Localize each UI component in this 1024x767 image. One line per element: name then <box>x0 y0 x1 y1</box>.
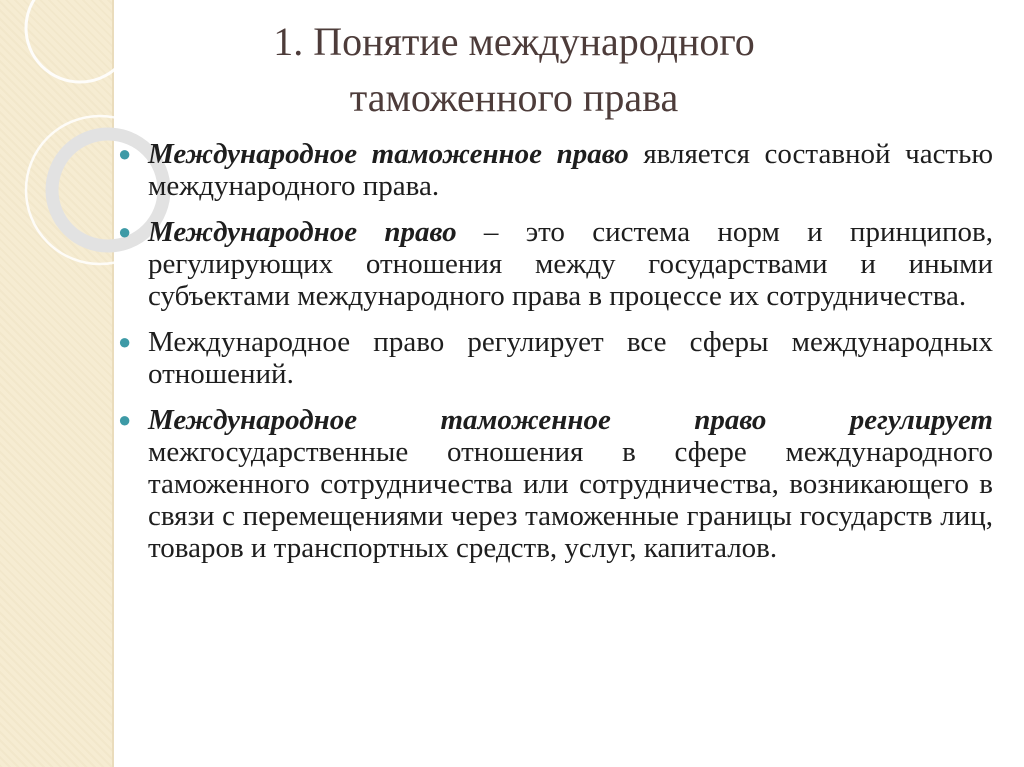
slide-title-line-2: таможенного права <box>349 75 679 120</box>
bullet-text: Международное право регулирует все сферы международных отношений. <box>148 326 993 390</box>
bullet-text: межгосударственные отношения в сфере международного таможенного сотрудничества или сотрудничества, возникающего в связи с перемещениями через таможенные границы государств лиц, товаров и транспортных средств, услуг, капиталов. <box>148 436 993 564</box>
bullet-marker-icon: ● <box>118 329 132 354</box>
bullet-emphasis: Международное таможенное право <box>148 138 629 170</box>
bullet-item <box>118 326 993 390</box>
bullet-item <box>118 216 993 312</box>
bullet-text: – это система норм и принципов, регулирующих отношения между государствами и иными субъектами международного права в процессе их сотрудничества. <box>148 216 993 312</box>
slide-title-line-1: 1. Понятие международного <box>273 19 755 64</box>
bullet-list <box>118 138 993 578</box>
bullet-marker-icon: ● <box>118 141 132 166</box>
slide-title <box>150 14 878 126</box>
bullet-item <box>118 138 993 202</box>
bullet-item <box>118 404 993 564</box>
bullet-marker-icon: ● <box>118 219 132 244</box>
bullet-emphasis: Международное право <box>148 216 457 248</box>
bullet-text: является составной частью международного права. <box>148 138 993 202</box>
bullet-emphasis: Международное таможенное право регулирует <box>148 404 993 436</box>
bullet-marker-icon: ● <box>118 407 132 432</box>
